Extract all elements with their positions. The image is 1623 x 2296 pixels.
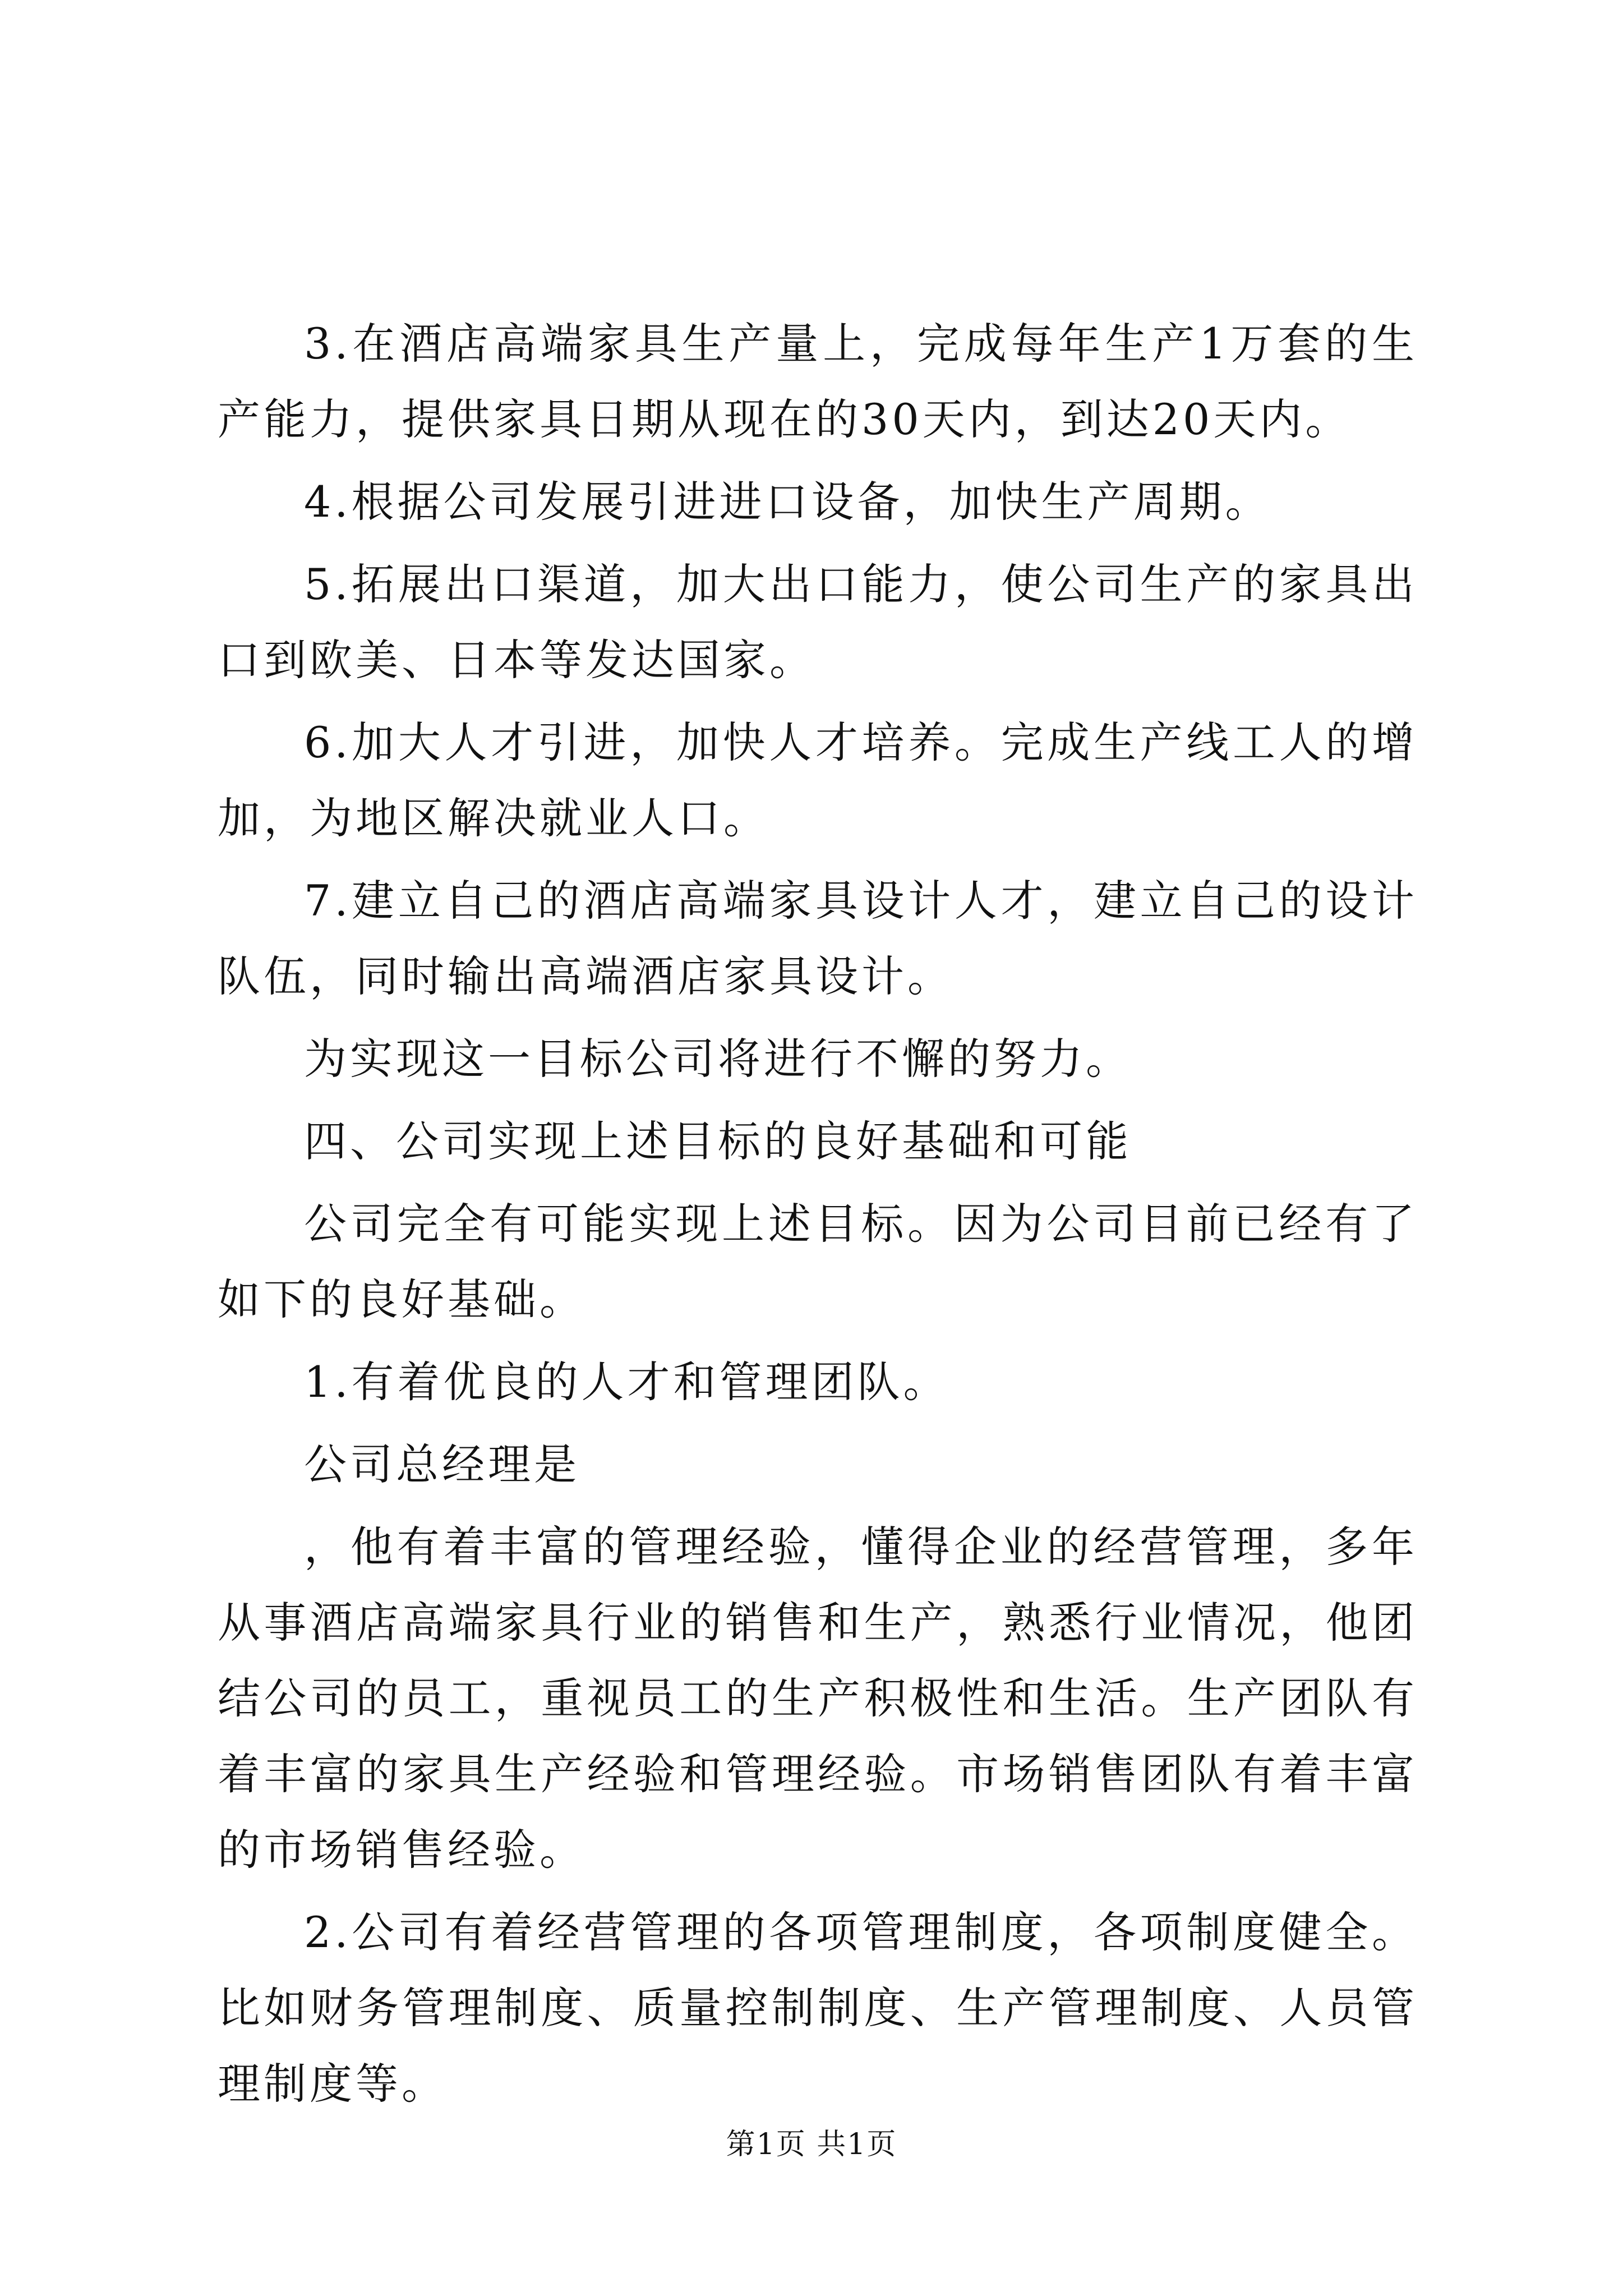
section-heading: 四、公司实现上述目标的良好基础和可能: [304, 1116, 1132, 1166]
paragraph-2: 4.根据公司发展引进进口设备，加快生产周期。: [304, 477, 1271, 527]
paragraph-1: 3.在酒店高端家具生产量上，完成每年生产1万套的生产能力，提供家具日期从现在的30天内，到达20天内。: [218, 319, 1418, 444]
document-body: [218, 306, 1418, 2128]
paragraph-7: 公司完全有可能实现上述目标。因为公司目前已经有了如下的良好基础。: [218, 1199, 1418, 1324]
paragraph-3: 5.拓展出口渠道，加大出口能力，使公司生产的家具出口到欧美、日本等发达国家。: [218, 559, 1418, 685]
paragraph-10: ，他有着丰富的管理经验，懂得企业的经营管理，多年从事酒店高端家具行业的销售和生产，熟悉行业情况，他团结公司的员工，重视员工的生产积极性和生活。生产团队有着丰富的家具生产经验和管理经验。市场销售团队有着丰富的市场销售经验。: [218, 1522, 1418, 1875]
paragraph-9: 公司总经理是: [304, 1439, 580, 1489]
paragraph-6: 为实现这一目标公司将进行不懈的努力。: [304, 1034, 1132, 1084]
paragraph-4: 6.加大人才引进，加快人才培养。完成生产线工人的增加，为地区解决就业人口。: [218, 717, 1418, 843]
paragraph-8: 1.有着优良的人才和管理团队。: [304, 1357, 949, 1407]
paragraph-11: 2.公司有着经营管理的各项管理制度，各项制度健全。比如财务管理制度、质量控制制度、生产管理制度、人员管理制度等。: [218, 1907, 1418, 2109]
paragraph-5: 7.建立自己的酒店高端家具设计人才，建立自己的设计队伍，同时输出高端酒店家具设计。: [218, 876, 1418, 1001]
page-footer: 第1页 共1页: [726, 2128, 897, 2161]
